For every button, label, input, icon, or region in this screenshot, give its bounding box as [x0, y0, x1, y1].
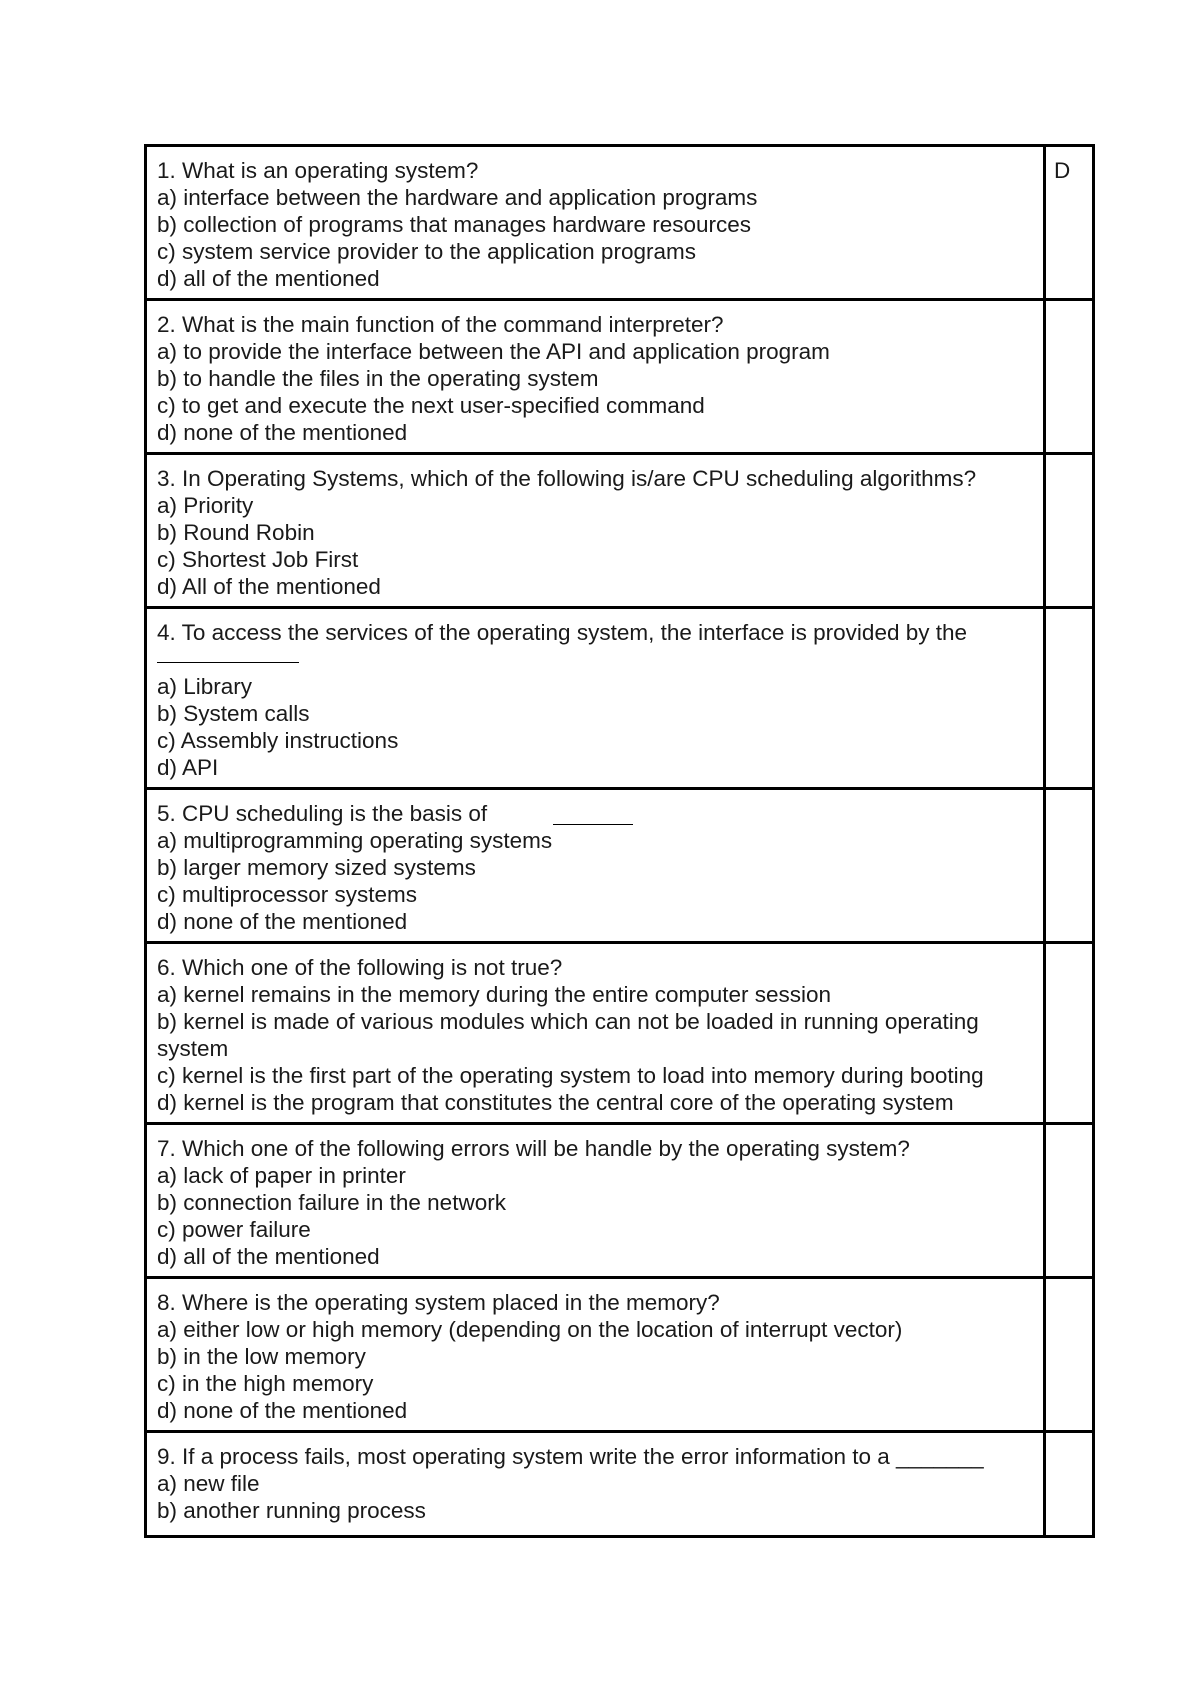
answer-blank: [553, 800, 633, 825]
option-b: b) collection of programs that manages hardware resources: [157, 212, 752, 237]
option-a: a) interface between the hardware and application programs: [157, 185, 758, 210]
question-text: 4. To access the services of the operating system, the interface is provided by the: [157, 620, 968, 645]
answer-cell: [1045, 608, 1094, 789]
option-d: d) kernel is the program that constitutes the central core of the operating system: [157, 1090, 954, 1115]
option-d: d) All of the mentioned: [157, 574, 381, 599]
answer-cell: [1045, 1278, 1094, 1432]
question-text: 6. Which one of the following is not true?: [157, 955, 563, 980]
question-row: [146, 300, 1094, 454]
option-a: a) to provide the interface between the API and application program: [157, 339, 830, 364]
question-cell: [146, 789, 1045, 943]
question-row: [146, 608, 1094, 789]
question-cell: [146, 1432, 1045, 1537]
question-row: [146, 789, 1094, 943]
answer-blank: [157, 646, 299, 663]
option-b: b) another running process: [157, 1498, 426, 1523]
option-a: a) lack of paper in printer: [157, 1163, 406, 1188]
question-text: 1. What is an operating system?: [157, 158, 479, 183]
question-cell: [146, 454, 1045, 608]
option-b: b) Round Robin: [157, 520, 315, 545]
question-text: 7. Which one of the following errors will be handle by the operating system?: [157, 1136, 910, 1161]
option-b: b) connection failure in the network: [157, 1190, 506, 1215]
question-row: [146, 1278, 1094, 1432]
answer-cell: [1045, 789, 1094, 943]
question-row: [146, 1432, 1094, 1537]
option-a: a) kernel remains in the memory during the entire computer session: [157, 982, 832, 1007]
answer-cell: [1045, 454, 1094, 608]
option-d: d) API: [157, 755, 219, 780]
option-b: b) to handle the files in the operating system: [157, 366, 599, 391]
option-c: c) in the high memory: [157, 1371, 374, 1396]
question-block: [157, 619, 1033, 673]
question-cell: [146, 943, 1045, 1124]
question-text: 9. If a process fails, most operating system write the error information to a _______: [157, 1444, 984, 1469]
question-cell: [146, 1124, 1045, 1278]
option-c: c) kernel is the first part of the operating system to load into memory during booting: [157, 1063, 984, 1088]
option-a: a) multiprogramming operating systems: [157, 828, 553, 853]
question-row: [146, 1124, 1094, 1278]
answer-cell: D: [1045, 146, 1094, 300]
question-text: 5. CPU scheduling is the basis of: [157, 801, 488, 826]
answer-cell: [1045, 300, 1094, 454]
option-d: d) none of the mentioned: [157, 420, 408, 445]
question-line: [157, 800, 1033, 827]
option-c: c) Assembly instructions: [157, 728, 399, 753]
question-cell: [146, 608, 1045, 789]
answer-cell: [1045, 1124, 1094, 1278]
question-text: 3. In Operating Systems, which of the following is/are CPU scheduling algorithms?: [157, 466, 977, 491]
option-b: b) in the low memory: [157, 1344, 366, 1369]
option-c: c) to get and execute the next user-specified command: [157, 393, 705, 418]
question-cell: [146, 1278, 1045, 1432]
option-a: a) new file: [157, 1471, 260, 1496]
option-b: b) kernel is made of various modules which can not be loaded in running operating system: [157, 1009, 986, 1061]
option-c: c) system service provider to the application programs: [157, 239, 696, 264]
question-text: 8. Where is the operating system placed in the memory?: [157, 1290, 720, 1315]
option-a: a) Library: [157, 674, 253, 699]
option-c: c) power failure: [157, 1217, 311, 1242]
question-text: 2. What is the main function of the command interpreter?: [157, 312, 724, 337]
option-b: b) larger memory sized systems: [157, 855, 476, 880]
question-row: [146, 454, 1094, 608]
option-c: c) multiprocessor systems: [157, 882, 418, 907]
option-c: c) Shortest Job First: [157, 547, 359, 572]
option-a: a) Priority: [157, 493, 254, 518]
quiz-table: [144, 144, 1095, 1538]
answer-cell: [1045, 1432, 1094, 1537]
question-cell: [146, 146, 1045, 300]
option-a: a) either low or high memory (depending on the location of interrupt vector): [157, 1317, 903, 1342]
option-d: d) all of the mentioned: [157, 1244, 380, 1269]
answer-cell: [1045, 943, 1094, 1124]
question-row: [146, 146, 1094, 300]
option-b: b) System calls: [157, 701, 310, 726]
option-d: d) none of the mentioned: [157, 1398, 408, 1423]
question-cell: [146, 300, 1045, 454]
option-d: d) none of the mentioned: [157, 909, 408, 934]
question-row: [146, 943, 1094, 1124]
option-d: d) all of the mentioned: [157, 266, 380, 291]
